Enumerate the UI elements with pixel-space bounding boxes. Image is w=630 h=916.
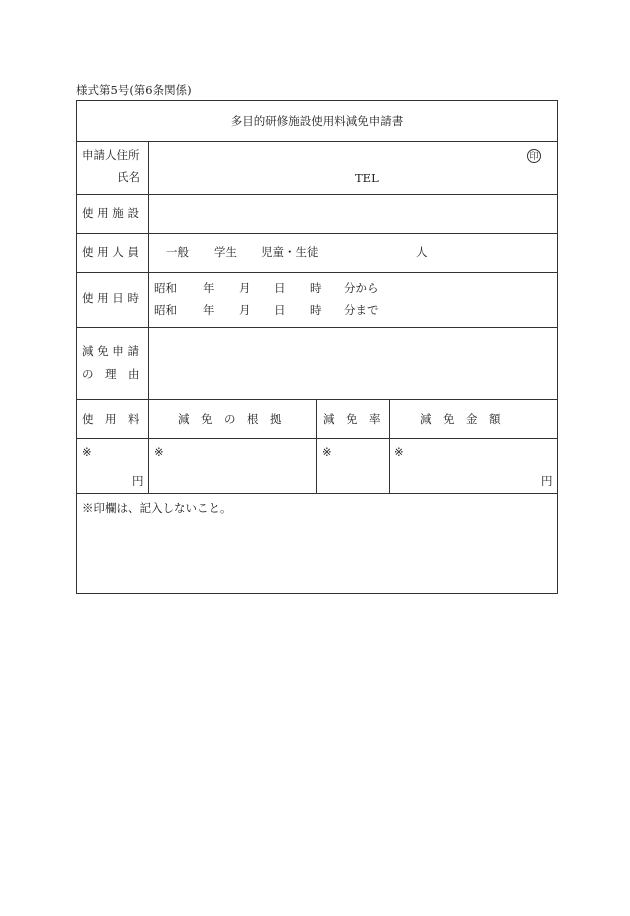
end-month: 月 — [239, 303, 251, 317]
datetime-label: 使 用 日 時 — [82, 291, 139, 305]
basis-column-header: 減 免 の 根 拠 — [178, 412, 282, 426]
start-month: 月 — [239, 281, 251, 295]
end-minute: 分まで — [344, 303, 379, 317]
rate-column-header: 減 免 率 — [323, 412, 381, 426]
form-number-label: 様式第5号(第6条関係) — [76, 83, 192, 97]
end-era: 昭和 — [154, 303, 177, 317]
seal-icon: 印 — [527, 149, 541, 163]
tel-label: TEL — [355, 171, 379, 185]
end-day: 日 — [274, 303, 286, 317]
reason-label-line2: の 理 由 — [82, 367, 140, 381]
people-label: 使 用 人 員 — [82, 245, 139, 259]
fee-column-header: 使 用 料 — [82, 412, 140, 426]
tel-field[interactable] — [385, 168, 553, 190]
fee-office-mark: ※ — [82, 445, 92, 459]
rule-label-column — [148, 141, 149, 493]
facility-field[interactable] — [152, 198, 552, 230]
people-unit-label: 人 — [416, 245, 428, 259]
applicant-name-label: 氏名 — [117, 170, 140, 184]
start-hour: 時 — [310, 281, 322, 295]
rate-office-mark: ※ — [322, 445, 332, 459]
end-hour: 時 — [310, 303, 322, 317]
basis-office-mark: ※ — [154, 445, 164, 459]
rule-fee-values-bottom — [76, 493, 558, 494]
start-year: 年 — [203, 281, 215, 295]
applicant-address-field[interactable] — [152, 144, 522, 166]
start-day: 日 — [274, 281, 286, 295]
reason-label-line1: 減 免 申 請 — [82, 344, 139, 358]
people-student-label: 学生 — [214, 245, 237, 259]
people-count-field[interactable] — [324, 238, 412, 268]
applicant-name-field[interactable] — [152, 168, 348, 190]
applicant-address-label: 申請人住所 — [82, 148, 140, 162]
rule-rate-column-right — [389, 399, 390, 493]
people-general-label: 一般 — [166, 245, 189, 259]
start-era: 昭和 — [154, 281, 177, 295]
form-title: 多目的研修施設使用料減免申請書 — [230, 114, 404, 128]
reason-field[interactable] — [152, 331, 552, 395]
office-use-footnote: ※印欄は、記入しないこと。 — [82, 501, 232, 515]
facility-label: 使 用 施 設 — [82, 206, 139, 220]
start-minute: 分から — [344, 281, 379, 295]
end-year: 年 — [203, 303, 215, 317]
amount-yen-unit: 円 — [541, 474, 553, 488]
amount-office-mark: ※ — [394, 445, 404, 459]
rule-rate-column-left — [316, 399, 317, 493]
people-child-label: 児童・生徒 — [261, 245, 319, 259]
amount-column-header: 減 免 金 額 — [420, 412, 501, 426]
fee-yen-unit: 円 — [132, 474, 144, 488]
